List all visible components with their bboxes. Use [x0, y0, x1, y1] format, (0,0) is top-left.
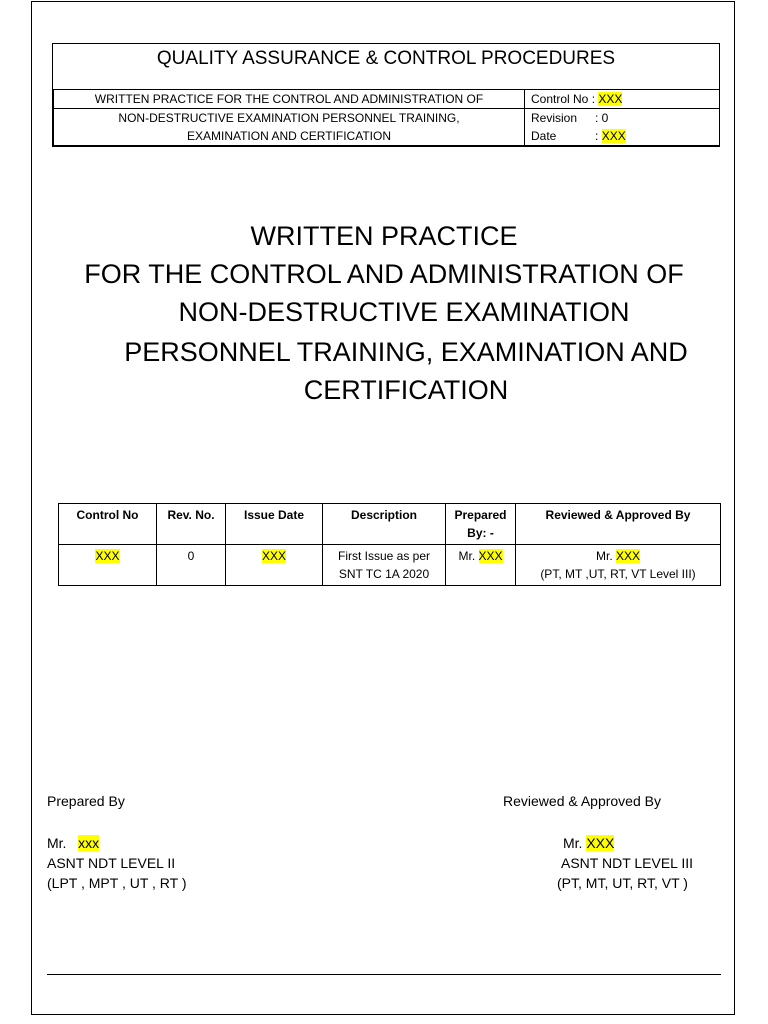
prepared-prefix: Mr. [458, 549, 476, 563]
control-no-cell [525, 90, 720, 109]
approved-by-level: ASNT NDT LEVEL III [561, 855, 694, 871]
prepared-name: XXX [478, 549, 503, 563]
cell-issue-date [226, 545, 323, 586]
approved-by-name-line [563, 833, 614, 853]
control-no-value: XXX [598, 91, 623, 106]
doc-line-1: WRITTEN PRACTICE FOR THE CONTROL AND ADMINISTRATION OF [54, 90, 525, 109]
revision-label: Revision [531, 110, 578, 125]
table-header-row [59, 504, 721, 545]
main-title-line-5: CERTIFICATION [303, 375, 509, 405]
col-header-approved-by: Reviewed & Approved By [516, 504, 721, 545]
cell-control-no [59, 545, 157, 586]
date-cell [525, 127, 720, 146]
header-title: QUALITY ASSURANCE & CONTROL PROCEDURES [156, 48, 616, 69]
table-row [59, 545, 721, 586]
footer-divider [47, 974, 721, 975]
main-title-line-1: WRITTEN PRACTICE [250, 221, 518, 251]
col-header-rev-no: Rev. No. [157, 504, 226, 545]
date-sep: : [595, 128, 599, 143]
revision-cell [525, 109, 720, 128]
prepared-by-prefix: Mr. [47, 835, 67, 851]
approved-by-heading: Reviewed & Approved By [503, 793, 661, 809]
col-header-description: Description [323, 504, 446, 545]
prepared-by-name-line [47, 833, 99, 853]
date-label: Date [531, 128, 557, 143]
col-header-control-no: Control No [59, 504, 157, 545]
approved-by-methods: (PT, MT, UT, RT, VT ) [557, 875, 688, 891]
prepared-by-heading: Prepared By [47, 793, 125, 809]
date-value: XXX [601, 128, 626, 143]
header-info-table [53, 89, 720, 146]
approved-name: XXX [616, 549, 641, 563]
control-no-highlight: XXX [95, 549, 120, 563]
approved-by-prefix: Mr. [563, 835, 583, 851]
col-header-issue-date: Issue Date [226, 504, 323, 545]
main-title-line-3: NON-DESTRUCTIVE EXAMINATION [178, 297, 630, 327]
cell-prepared-by [446, 545, 516, 586]
prepared-by-level: ASNT NDT LEVEL II [47, 855, 176, 871]
cell-description: First Issue as per SNT TC 1A 2020 [323, 545, 446, 586]
revision-value: : 0 [595, 110, 609, 125]
doc-line-3: EXAMINATION AND CERTIFICATION [54, 127, 525, 146]
cell-approved-by [516, 545, 721, 586]
prepared-by-methods: (LPT , MPT , UT , RT ) [47, 875, 187, 891]
approved-quals: (PT, MT ,UT, RT, VT Level III) [540, 567, 696, 581]
approved-prefix: Mr. [595, 549, 613, 563]
doc-line-2: NON-DESTRUCTIVE EXAMINATION PERSONNEL TRAINING, [54, 109, 525, 128]
revision-history-table [58, 503, 721, 586]
issue-date-highlight: XXX [261, 549, 286, 563]
approved-by-name: XXX [586, 835, 615, 851]
prepared-by-name: xxx [78, 835, 100, 851]
cell-rev-no: 0 [157, 545, 226, 586]
control-no-label: Control No : [531, 91, 596, 106]
main-title-line-2: FOR THE CONTROL AND ADMINISTRATION OF [84, 259, 684, 289]
col-header-prepared-by: Prepared By: - [446, 504, 516, 545]
main-title-line-4: PERSONNEL TRAINING, EXAMINATION AND [124, 337, 688, 367]
